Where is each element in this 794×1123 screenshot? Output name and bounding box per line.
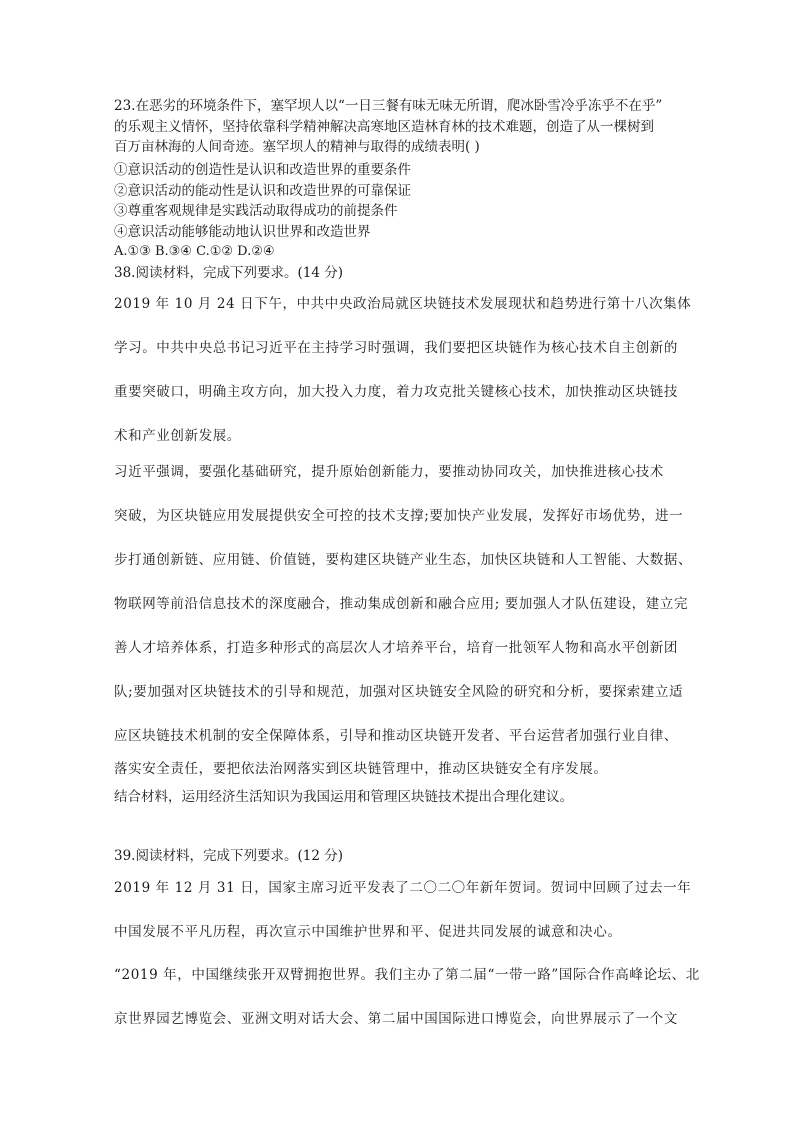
option-2: ②意识活动的能动性是认识和改造世界的可靠保证 [114, 182, 411, 199]
question-39-paragraph-1 [114, 876, 692, 940]
text-line: “2019 年，中国继续张开双臂拥抱世界。我们主办了第二届“一带一路”国际合作高峰论坛、北 [114, 967, 700, 983]
text-line: 术和产业创新发展。 [114, 428, 241, 444]
option-3: ③尊重客观规律是实践活动取得成功的前提条件 [114, 203, 398, 219]
text-line: 23.在恶劣的环境条件下，塞罕坝人以“一日三餐有味无味无所谓，爬冰卧雪冷乎冻乎不在乎” [114, 98, 663, 114]
text-line: 学习。中共中央总书记习近平在主持学习时强调，我们要把区块链作为核心技术自主创新的 [114, 340, 678, 356]
text-line: 的乐观主义情怀，坚持依靠科学精神解决高寒地区造林育林的技术难题，创造了从一棵树到 [114, 118, 654, 135]
text-line: 善人才培养体系，打造多种形式的高层次人才培养平台，培育一批领军人物和高水平创新团 [114, 640, 678, 656]
text-line: 落实安全责任，要把依法治网落实到区块链管理中，推动区块链安全有序发展。 [114, 761, 608, 777]
question-23-options [114, 160, 411, 242]
text-line: 应区块链技术机制的安全保障体系，引导和推动区块链开发者、平台运营者加强行业自律、 [114, 728, 678, 744]
question-38-paragraph-1 [114, 292, 692, 444]
text-line: 2019 年 12 月 31 日，国家主席习近平发表了二〇二〇年新年贺词。贺词中回顾了过去一年 [114, 880, 692, 896]
question-39-heading: 39.阅读材料，完成下列要求。(12 分) [114, 848, 343, 864]
question-38-paragraph-2 [114, 460, 693, 777]
question-23-stem [114, 96, 684, 158]
text-line: 2019 年 10 月 24 日下午，中共中央政治局就区块链技术发展现状和趋势进行第十八次集体 [114, 296, 692, 312]
option-4: ④意识活动能够能动地认识世界和改造世界 [114, 223, 371, 240]
text-line: 队;要加强对区块链技术的引导和规范，加强对区块链安全风险的研究和分析，要探索建立适 [114, 684, 684, 700]
text-line: 百万亩林海的人间奇迹。塞罕坝人的精神与取得的成绩表明( ) [114, 139, 480, 155]
question-39-paragraph-2 [114, 963, 700, 1027]
question-38-heading: 38.阅读材料，完成下列要求。(14 分) [114, 265, 343, 281]
text-line: 中国发展不平凡历程，再次宣示中国维护世界和平、促进共同发展的诚意和决心。 [114, 924, 622, 940]
text-line: 重要突破口，明确主攻方向，加大投入力度，着力攻克批关键核心技术，加快推动区块链技 [114, 384, 678, 400]
text-line: 突破，为区块链应用发展提供安全可控的技术支撑;要加快产业发展，发挥好市场优势，进一 [114, 508, 684, 524]
option-1: ①意识活动的创造性是认识和改造世界的重要条件 [114, 162, 411, 178]
text-line: 习近平强调，要强化基础研究，提升原始创新能力，要推动协同攻关，加快推进核心技术 [114, 464, 664, 480]
text-line: 京世界园艺博览会、亚洲文明对话大会、第二届中国国际进口博览会，向世界展示了一个文 [114, 1011, 678, 1027]
text-line: 物联网等前沿信息技术的深度融合，推动集成创新和融合应用; 要加强人才队伍建设，建立完 [114, 596, 689, 612]
question-23-answers: A.①③ B.③④ C.①② D.②④ [114, 244, 275, 259]
question-38-task: 结合材料，运用经济生活知识为我国运用和管理区块链技术提出合理化建议。 [114, 789, 573, 805]
text-line: 步打通创新链、应用链、价值链，要构建区块链产业生态，加快区块链和人工智能、大数据、 [114, 552, 693, 568]
